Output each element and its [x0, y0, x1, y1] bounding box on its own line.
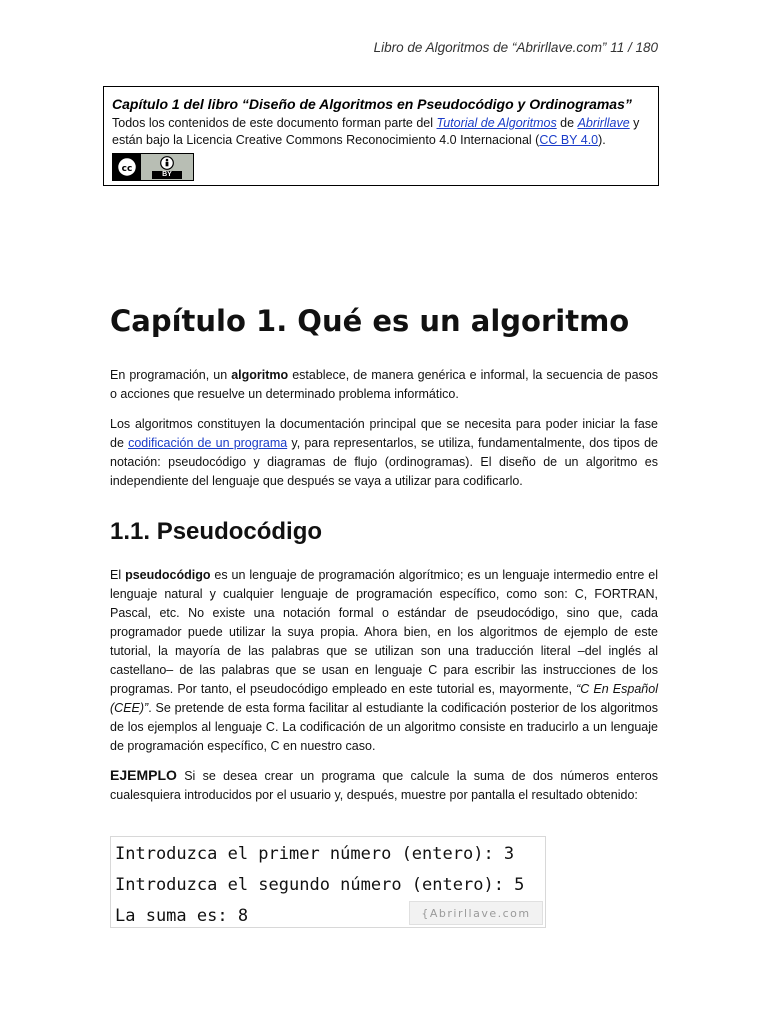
- license-text-2: de: [556, 116, 578, 130]
- by-label: BY: [152, 171, 182, 179]
- license-text: [112, 115, 650, 149]
- license-text-4: ).: [598, 133, 606, 147]
- console-line-3: La suma es: 8: [115, 906, 249, 926]
- codificacion-link[interactable]: codificación de un programa: [128, 436, 288, 450]
- para3-bold: pseudocódigo: [125, 568, 211, 582]
- example-paragraph: [110, 766, 658, 805]
- by-section: [141, 154, 193, 180]
- cc-by-badge[interactable]: [112, 153, 194, 181]
- license-text-1: Todos los contenidos de este documento forman parte del: [112, 116, 437, 130]
- para1-text-a: En programación, un: [110, 368, 232, 382]
- header-text: Libro de Algoritmos de “Abrirllave.com”: [373, 40, 607, 55]
- para1-bold: algoritmo: [231, 368, 289, 382]
- para1-text-b: establece, de manera genérica e informal, la secuencia de pasos o acciones que resuelve un determinado problema informático.: [110, 368, 659, 401]
- para2-text-b: y, para representarlos, se utiliza, fundamentalmente, dos tipos de notación: pseudocódigo y diagramas de flujo (ordinogramas). El diseño de un algoritmo es independiente del lenguaje que después se vaya a utilizar para codificarlo.: [110, 436, 658, 488]
- para3-text-c: . Se pretende de esta forma facilitar al estudiante la codificación posterior de los algoritmos de los ejemplos al lenguaje C. La codificación de un algoritmo consiste en traducirlo a un lenguaje de programación específico, C en nuestro caso.: [110, 701, 658, 753]
- license-title: Capítulo 1 del libro “Diseño de Algoritmos en Pseudocódigo y Ordinogramas”: [112, 96, 632, 112]
- abrirllave-link[interactable]: Abrirllave: [577, 116, 630, 130]
- page-header: [374, 40, 658, 55]
- para2-text-a: Los algoritmos constituyen la documentación principal que se necesita para poder iniciar la fase de: [110, 417, 658, 450]
- svg-text:cc: cc: [121, 164, 133, 174]
- license-box: [103, 86, 659, 186]
- console-line-2: Introduzca el segundo número (entero): 5: [115, 875, 525, 895]
- person-icon: [160, 156, 174, 170]
- tutorial-link[interactable]: Tutorial de Algoritmos: [436, 116, 557, 130]
- para3-text-b: es un lenguaje de programación algorítmico; es un lenguaje intermedio entre el lenguaje natural y cualquier lenguaje de programación específico, como son: C, FORTRAN, Pascal, etc. No existe una notación formal o estándar de pseudocódigo, sino que, cada programador puede utilizar la suya propia. Ahora bien, en los algoritmos de ejemplo de este tutorial, la mayoría de las palabras que se utilizan son una traducción literal –del inglés al castellano– de las palabras que se usan en lenguaje C para escribir las instrucciones de los programas. Por tanto, el pseudocódigo empleado en este tutorial es, mayormente,: [110, 568, 659, 696]
- console-line-1: Introduzca el primer número (entero): 3: [115, 844, 515, 864]
- chapter-title: Capítulo 1. Qué es un algoritmo: [110, 304, 630, 338]
- console-output: [110, 836, 546, 928]
- para3-text-a: El: [110, 568, 126, 582]
- cc-by-link[interactable]: CC BY 4.0: [539, 133, 599, 147]
- section-title: 1.1. Pseudocódigo: [110, 518, 323, 545]
- example-label: EJEMPLO: [110, 767, 177, 783]
- para3-italic: “C En Español (CEE)”: [110, 682, 658, 715]
- license-text-3: y están bajo la Licencia Creative Commons Reconocimiento 4.0 Internacional (: [112, 116, 640, 147]
- paragraph-2: [110, 415, 658, 491]
- example-text: Si se desea crear un programa que calcule la suma de dos números enteros cualesquiera introducidos por el usuario y, después, muestre por pantalla el resultado obtenido:: [110, 769, 658, 802]
- paragraph-1: [110, 366, 658, 404]
- page-number: 11 / 180: [610, 40, 658, 55]
- abrirllave-watermark: {Abrirllave.com: [409, 901, 543, 925]
- paragraph-3: [110, 566, 658, 756]
- cc-icon: [113, 154, 141, 180]
